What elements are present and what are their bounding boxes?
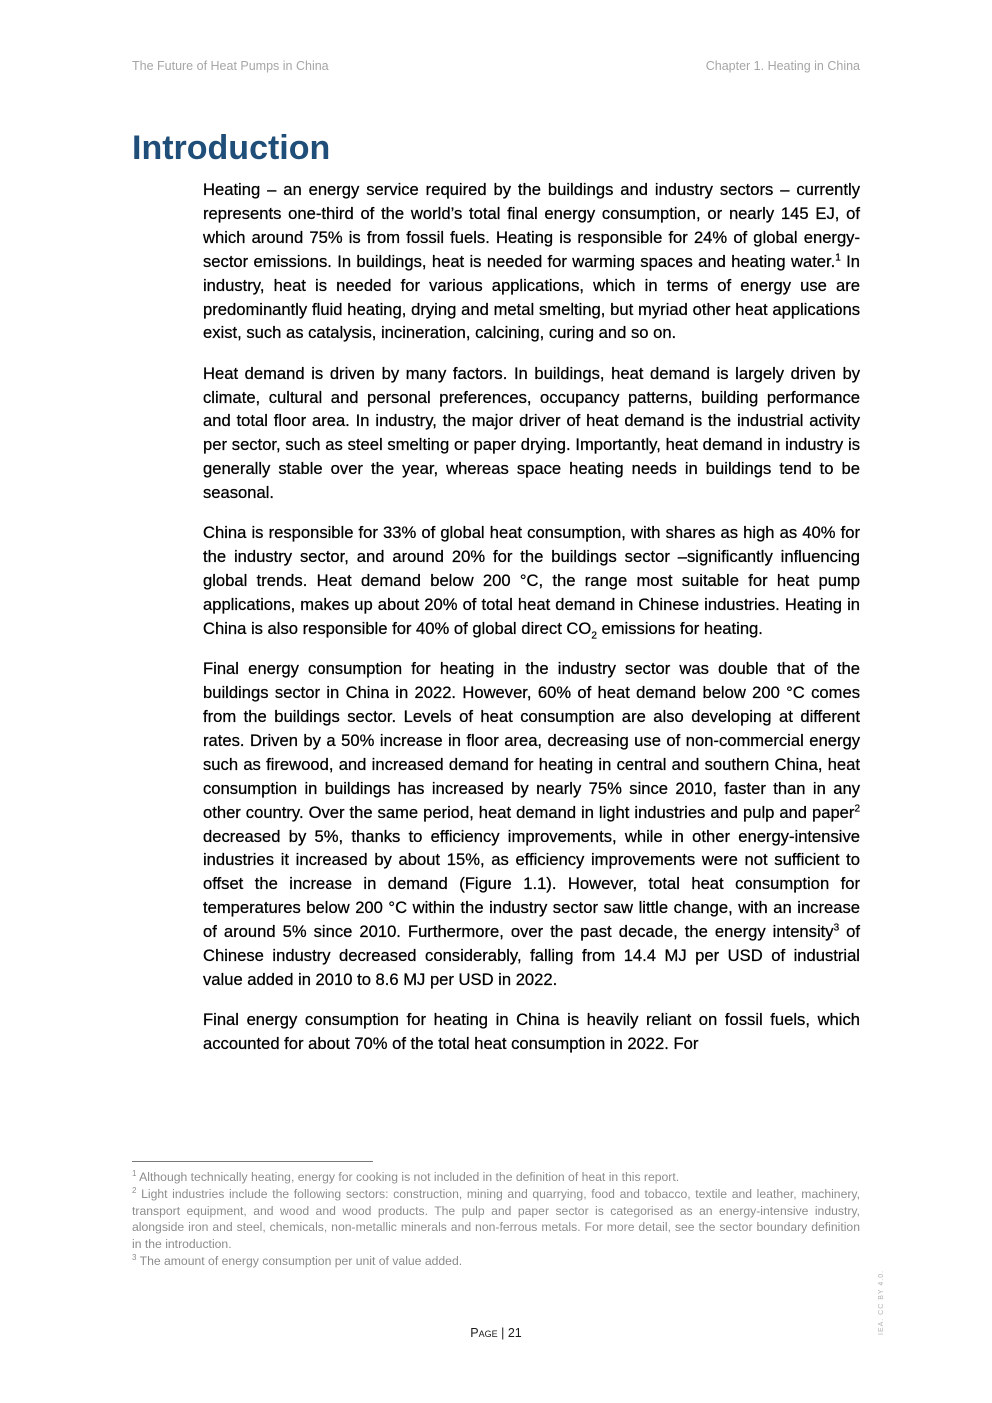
footnote-separator	[132, 1161, 373, 1162]
footnote-number: 3	[132, 1252, 137, 1262]
paragraph-3	[203, 521, 860, 641]
text: decreased by 5%, thanks to efficiency improvements, while in other energy-intensive industries it increased by about 15%, as efficiency improvements were not sufficient to offset the increase in demand (Figure 1.1). However, total heat consumption for temperatures below 200 °C within the industry sector saw little change, with an increase of around 5% since 2010. Furthermore, over the past decade, the energy intensity	[203, 826, 860, 942]
footnote-text: The amount of energy consumption per unit of value added.	[136, 1253, 463, 1268]
running-header-title: The Future of Heat Pumps in China	[132, 59, 329, 73]
footnote-text: Light industries include the following sectors: construction, mining and quarrying, food and tobacco, textile and leather, machinery, transport equipment, and wood and wood products. The pulp and paper sector is categorised as an energy-intensive industry, alongside iron and steel, chemicals, non-metallic minerals and non-ferrous metals. For more detail, see the sector boundary definition in the introduction.	[132, 1186, 860, 1252]
text: Final energy consumption for heating in China is heavily reliant on fossil fuels, which accounted for about 70% of the total heat consumption in 2022. For	[203, 1010, 860, 1054]
page-number	[0, 1326, 992, 1340]
subscript: 2	[591, 630, 597, 642]
license-notice: IEA. CC BY 4.0.	[878, 1269, 885, 1335]
footnote-1	[132, 1169, 860, 1186]
text: Heat demand is driven by many factors. In buildings, heat demand is largely driven by climate, cultural and personal preferences, occupancy patterns, building performance and total floor area. In industry, the major driver of heat demand is the industrial activity per sector, such as steel smelting or paper drying. Importantly, heat demand in industry is generally stable over the year, whereas space heating needs in buildings tend to be seasonal.	[203, 363, 860, 503]
footnote-2	[132, 1186, 860, 1253]
paragraph-2	[203, 362, 860, 505]
paragraph-4	[203, 657, 860, 992]
body-text	[203, 178, 860, 1072]
text: emissions for heating.	[596, 619, 763, 638]
footnote-number: 2	[132, 1185, 137, 1195]
text: of Chinese industry decreased considerably, falling from 14.4 MJ per USD of industrial value added in 2010 to 8.6 MJ per USD in 2022.	[203, 922, 861, 989]
page-label: Page	[470, 1326, 498, 1340]
text: Heating – an energy service required by the buildings and industry sectors – currently represents one-third of the world’s total final energy consumption, or nearly 145 EJ, of which around 75% is from fossil fuels. Heating is responsible for 24% of global energy-sector emissions. In buildings, heat is needed for warming spaces and heating water.	[203, 180, 860, 271]
footnote-ref-2[interactable]: 2	[854, 803, 860, 815]
footnote-ref-3[interactable]: 3	[833, 922, 840, 934]
paragraph-5	[203, 1008, 860, 1056]
text: In industry, heat is needed for various applications, which in terms of energy use are predominantly fluid heating, drying and metal smelting, but myriad other heat applications exist, such as catalysis, incineration, calcining, curing and so on.	[203, 251, 860, 343]
section-heading: Introduction	[132, 129, 331, 167]
page-number-value: 21	[507, 1326, 522, 1340]
footnote-ref-1[interactable]: 1	[835, 252, 841, 264]
running-header-chapter: Chapter 1. Heating in China	[705, 59, 860, 73]
footnote-number: 1	[132, 1168, 137, 1178]
text: China is responsible for 33% of global heat consumption, with shares as high as 40% for the industry sector, and around 20% for the buildings sector –significantly influencing global trends. Heat demand below 200 °C, the range most suitable for heat pump applications, makes up about 20% of total heat demand in Chinese industries. Heating in China is also responsible for 40% of global direct CO	[203, 523, 860, 638]
paragraph-1	[203, 178, 860, 345]
footnote-3	[132, 1253, 860, 1270]
text: Final energy consumption for heating in the industry sector was double that of the buildings sector in China in 2022. However, 60% of heat demand below 200 °C comes from the buildings sector. Levels of heat consumption are also developing at different rates. Driven by a 50% increase in floor area, decreasing use of non-commercial energy such as firewood, and increased demand for heating in central and southern China, heat consumption in buildings has increased by nearly 75% since 2010, faster than in any other country. Over the same period, heat demand in light industries and pulp and paper	[203, 659, 860, 822]
footnote-text: Although technically heating, energy for cooking is not included in the definition of heat in this report.	[136, 1170, 680, 1184]
footnotes	[132, 1169, 860, 1270]
page-separator: |	[497, 1326, 508, 1340]
